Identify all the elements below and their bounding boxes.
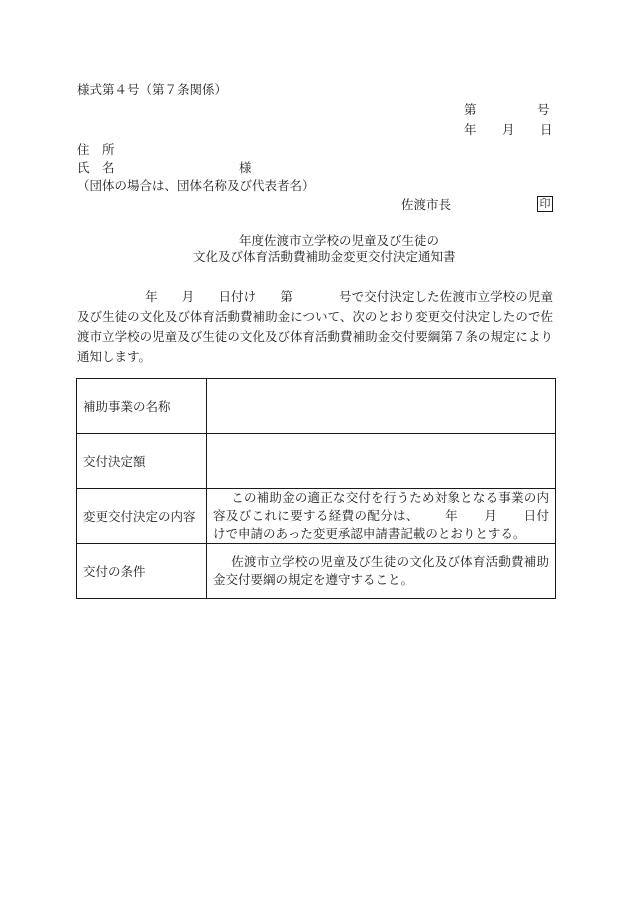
- body-dated: 日付け: [218, 289, 257, 304]
- row-label-project-name: 補助事業の名称: [77, 379, 207, 434]
- seal-mark: 印: [537, 196, 553, 212]
- table-row: [77, 544, 556, 599]
- change-content-month: 月: [484, 508, 498, 523]
- table-row: [77, 434, 556, 489]
- body-month: 月: [181, 289, 195, 304]
- row-value-decided-amount: [207, 434, 556, 489]
- address-label: 住 所: [77, 142, 115, 157]
- document-number-prefix: 第: [464, 102, 477, 117]
- row-value-project-name: [207, 379, 556, 434]
- body-text: 号で交付決定した佐渡市立学校の児童及び生徒の文化及び体育活動費補助金について、次のとおり変更交付決定したので佐渡市立学校の児童及び生徒の文化及び体育活動費補助金交付要綱第７条の規定により通知します。: [77, 289, 553, 364]
- table-row: [77, 379, 556, 434]
- change-content-text-1: この補助金の適正な交付を行うため対象となる事業の内容及びこれに要する経費の配分は、: [213, 490, 549, 523]
- document-title-line1: 年度佐渡市立学校の児童及び生徒の: [239, 233, 440, 248]
- change-content-text-2: けで申請のあった変更承認申請書記載のとおりとする。: [213, 526, 526, 541]
- conditions-text: 佐渡市立学校の児童及び生徒の文化及び体育活動費補助金交付要綱の規定を遵守すること。: [213, 554, 549, 587]
- organization-note: （団体の場合は、団体名称及び代表者名）: [77, 178, 315, 193]
- notice-body: [77, 287, 553, 367]
- document-title-line2: 文化及び体育活動費補助金変更交付決定通知書: [193, 249, 456, 264]
- date-year: 年: [464, 122, 477, 137]
- row-label-conditions: 交付の条件: [77, 544, 207, 599]
- issuer-title: 佐渡市長: [401, 197, 452, 212]
- name-label: 氏 名: [77, 160, 115, 175]
- honorific: 様: [239, 160, 252, 175]
- change-content-dated: 日付: [523, 508, 549, 523]
- table-row: [77, 489, 556, 544]
- row-value-conditions: [207, 544, 556, 599]
- document-number-suffix: 号: [537, 102, 550, 117]
- details-table: [76, 378, 556, 599]
- form-number: 様式第４号（第７条関係）: [77, 82, 228, 97]
- body-number-prefix: 第: [280, 289, 293, 304]
- date-month: 月: [502, 122, 515, 137]
- row-label-decided-amount: 交付決定額: [77, 434, 207, 489]
- date-day: 日: [540, 122, 553, 137]
- body-year: 年: [145, 289, 158, 304]
- row-label-change-content: 変更交付決定の内容: [77, 489, 207, 544]
- row-value-change-content: [207, 489, 556, 544]
- change-content-year: 年: [444, 508, 459, 523]
